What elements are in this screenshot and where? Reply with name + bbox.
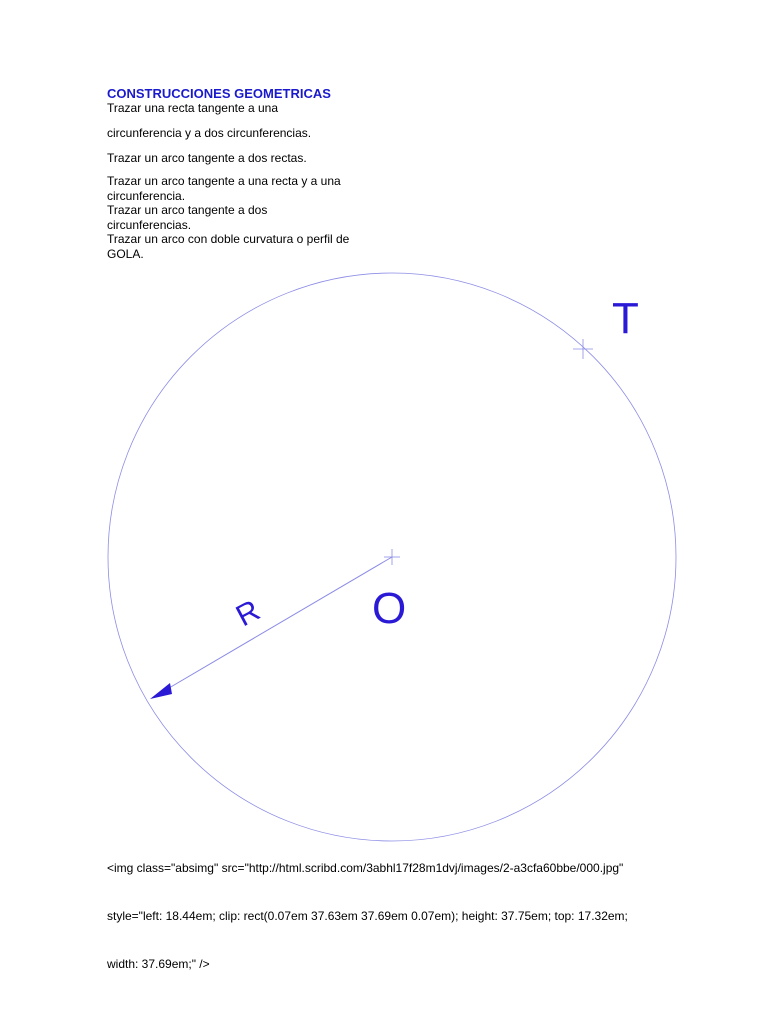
radius-label: R [230, 593, 266, 634]
text-line-4: Trazar un arco tangente a una recta y a una [107, 174, 341, 188]
document-title: CONSTRUCCIONES GEOMETRICAS [107, 86, 331, 101]
text-line-8: Trazar un arco con doble curvatura o perfil de [107, 232, 350, 246]
embedded-code-text [107, 828, 687, 988]
text-line-1: Trazar una recta tangente a una [107, 101, 278, 115]
text-line-7: circunferencias. [107, 218, 192, 232]
text-line-9: GOLA. [107, 247, 144, 261]
text-line-2: circunferencia y a dos circunferencias. [107, 126, 312, 140]
text-line-3: Trazar un arco tangente a dos rectas. [107, 151, 307, 165]
code-line-1: <img class="absimg" src="http://html.scribd.com/3abhl17f28m1dvj/images/2-a3cfa60bbe/000.jpg" [107, 861, 624, 875]
code-line-2: style="left: 18.44em; clip: rect(0.07em 37.63em 37.69em 0.07em); height: 37.75em; top: 17.32em; [107, 909, 628, 923]
center-label: O [372, 584, 407, 633]
radius-arrowhead [150, 683, 172, 699]
code-line-3: width: 37.69em;" /> [107, 957, 210, 971]
text-line-5: circunferencia. [107, 189, 186, 203]
tangent-point-label: T [612, 294, 639, 343]
radius-line [152, 557, 392, 698]
text-line-6: Trazar un arco tangente a dos [107, 203, 268, 217]
